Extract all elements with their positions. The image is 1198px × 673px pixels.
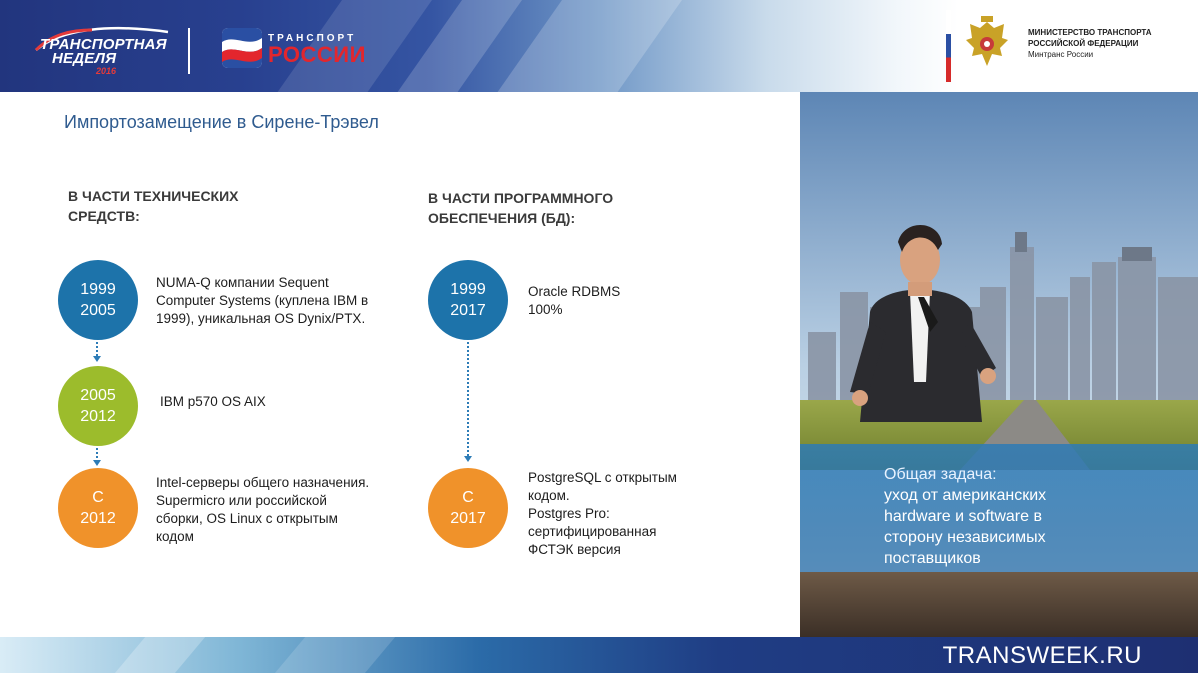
desc-line: IBM p570 OS AIX [160,394,266,409]
transport-week-logo [30,20,180,80]
footer-stripe [238,637,412,673]
footer-stripe [78,637,222,673]
desc-line: Computer Systems (куплена IBM в [156,293,369,308]
software-desc-1 [528,283,728,319]
software-period-since-2017 [428,468,508,548]
software-heading-line1: В ЧАСТИ ПРОГРАММНОГО [428,190,614,206]
logo-divider [188,28,190,74]
period-start: 1999 [80,281,116,298]
task-panel [884,464,1124,569]
hardware-period-since-2012 [58,468,138,548]
connector-dots [96,342,99,356]
desc-line: Intel-серверы общего назначения. [156,475,370,490]
period-start: С [92,489,104,506]
period-start: 2005 [80,387,116,404]
period-end: 2012 [80,510,116,527]
ministry-line3: Минтранс России [1028,50,1094,59]
hardware-desc-1 [156,274,406,328]
hardware-heading [68,186,328,226]
transport-logo-top: ТРАНСПОРТ [268,33,357,44]
hardware-period-1999-2005 [58,260,138,340]
footer-band [0,637,1198,673]
flag-strip [946,10,951,82]
desc-line: ФСТЭК версия [528,542,621,557]
hardware-period-2005-2012 [58,366,138,446]
software-desc-2 [528,469,748,559]
desc-line: NUMA-Q компании Sequent [156,275,329,290]
ministry-line1: МИНИСТЕРСТВО ТРАНСПОРТА [1028,28,1152,37]
connector-arrow-icon [464,456,472,462]
russia-flag-icon [222,28,262,68]
event-logo-line2: НЕДЕЛЯ [52,50,117,67]
period-start: С [462,489,474,506]
desc-line: PostgreSQL с открытым [528,470,677,485]
period-end: 2005 [80,302,116,319]
software-heading [428,188,688,228]
page-title: Импортозамещение в Сирене-Трэвел [64,112,379,132]
connector-arrow-icon [93,356,101,362]
transport-logo-bottom: РОССИИ [268,42,366,67]
task-line: hardware и software в [884,508,1042,525]
site-url-link[interactable]: TRANSWEEK.RU [942,642,1142,669]
desc-line: Postgres Pro: [528,506,610,521]
hardware-desc-2 [160,393,360,411]
event-logo-line1: ТРАНСПОРТНАЯ [40,36,167,53]
ministry-line2: РОССИЙСКОЙ ФЕДЕРАЦИИ [1028,39,1139,48]
desc-line: сборки, OS Linux с открытым [156,511,338,526]
hardware-heading-line1: В ЧАСТИ ТЕХНИЧЕСКИХ [68,188,239,204]
header-band [0,0,1198,92]
desc-line: кодом [156,529,194,544]
hardware-heading-line2: СРЕДСТВ: [68,208,140,224]
event-logo-year: 2016 [96,66,117,76]
period-start: 1999 [450,281,486,298]
connector-arrow-icon [93,460,101,466]
task-line: уход от американских [884,487,1047,504]
task-title: Общая задача: [884,466,997,483]
desc-line: 100% [528,302,563,317]
period-end: 2017 [450,510,486,527]
connector-dots [467,342,470,456]
software-period-1999-2017 [428,260,508,340]
desc-line: Supermicro или российской [156,493,327,508]
desc-line: сертифицированная [528,524,657,539]
desc-line: Oracle RDBMS [528,284,621,299]
task-line: поставщиков [884,550,981,567]
period-end: 2017 [450,302,486,319]
period-end: 2012 [80,408,116,425]
coat-of-arms-icon [962,14,1012,74]
transport-russia-logo [222,28,382,72]
software-heading-line2: ОБЕСПЕЧЕНИЯ (БД): [428,210,576,226]
hardware-desc-3 [156,474,406,546]
task-line: сторону независимых [884,529,1046,546]
desc-line: кодом. [528,488,570,503]
ministry-logo [946,10,1176,82]
desc-line: 1999), уникальная OS Dynix/PTX. [156,311,366,326]
